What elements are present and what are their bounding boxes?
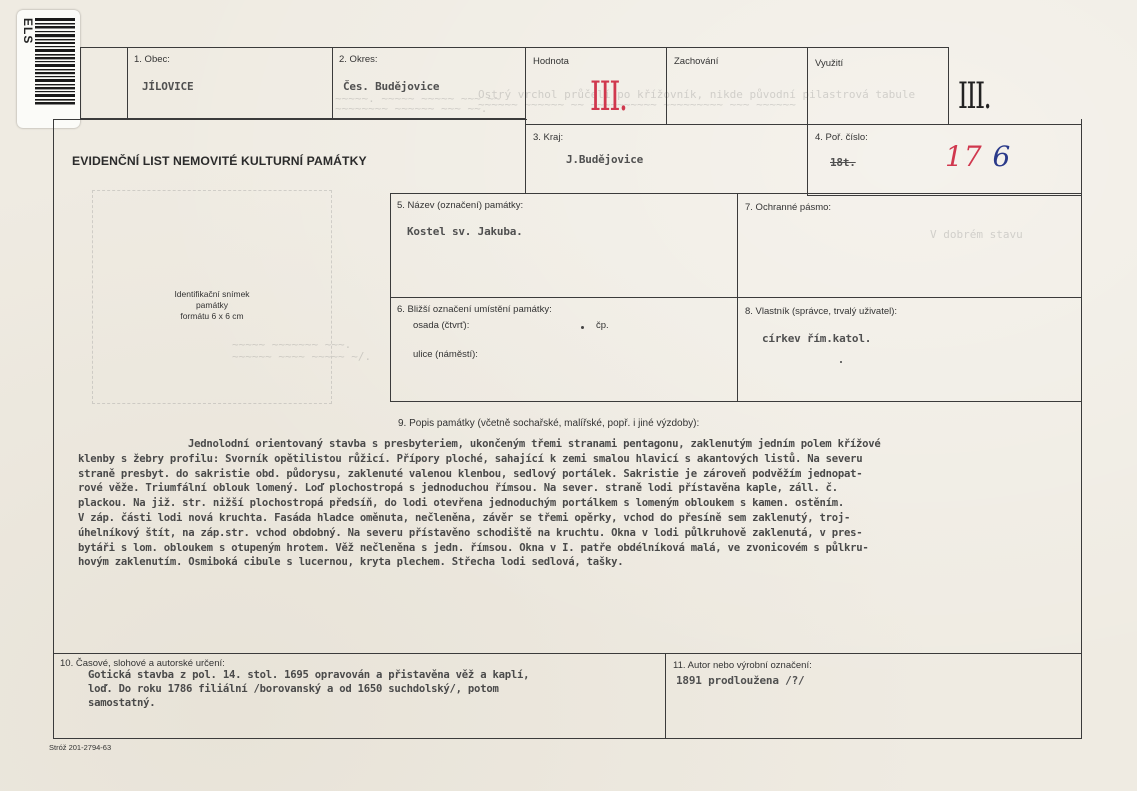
popis-line: V záp. části lodi nová kruchta. Fasáda hladce oměnuta, nečleněna, závěr se třemi opěrky, vchod do přesíně sem zaklenutý, troj- [78,511,851,524]
obec-label: 1. Obec: [134,54,170,65]
zachovani-label: Zachování [674,56,719,67]
ink-dot [840,361,842,363]
obec-cell [127,47,333,119]
casove-text [88,668,529,710]
casove-label: 10. Časové, slohové a autorské určení: [60,658,225,669]
por-cislo-handwritten [945,140,1011,173]
form-title: EVIDENČNÍ LIST NEMOVITÉ KULTURNÍ PAMÁTKY [72,154,367,168]
popis-line: rové věže. Triumfální oblouk lomený. Loď plochostropá s jednoduchou římsou. Na sever. straně lodi přístavěna kaple, záll. č. [78,482,838,495]
okres-cell [332,47,526,119]
kraj-value: J.Budějovice [566,153,644,166]
popis-text [78,437,880,570]
hodnota-label: Hodnota [533,56,569,67]
divider [53,119,527,120]
popis-line: úhelníkový štít, na záp.str. vchod obdobný. Na severu přístavěno schodiště na kruchtu. Okna v lodi půlkruhově zaklenutá, v pres- [78,526,863,539]
barcode-label [17,10,80,128]
print-code: Stróž 201-2794-63 [49,743,112,752]
ulice-label: ulice (náměstí): [413,349,478,360]
okres-value: Čes. Budějovice [343,80,440,93]
popis-line: Jednolodní orientovaný stavba s presbyteriem, ukončeným třemi stranami pentagonu, zaklenutým jedním polem křížové [188,438,881,450]
photo-line: Identifikační snímek [174,289,250,299]
popis-label: 9. Popis památky (včetně sochařské, malířské, popř. i jiné výzdoby): [398,418,700,429]
bleed-through-text: ~~~~~~~~ ~~~~~~ ~~~ ~~. [335,102,488,115]
photo-line: formátu 6 x 6 cm [180,311,244,321]
casove-line: loď. Do roku 1786 filiální /borovanský a od 1650 suchdolský/, potom [88,683,499,695]
osada-label: osada (čtvrť): [413,320,470,331]
nazev-cell [390,193,738,298]
casove-line: Gotická stavba z pol. 14. stol. 1695 opravován a přistavěna věž a kaplí, [88,669,530,681]
barcode-icon [35,18,75,108]
nazev-value: Kostel sv. Jakuba. [407,225,523,238]
pasmo-label: 7. Ochranné pásmo: [745,202,832,213]
obec-value: JÍLOVICE [142,80,194,93]
bleed-through-text: Ostrý vrchol průčelí po křížovník, nikde původní pilastrová tabule [478,88,916,101]
photo-placeholder [92,190,332,404]
vyuziti-label: Využití [815,58,844,69]
popis-line: hovým zaklenutím. Osmiboká cibule s lucernou, kryta plechem. Střecha lodi sedlová, tašky. [78,556,624,569]
bleed-through-text: V dobrém stavu [930,228,1023,241]
vlastnik-label: 8. Vlastník (správce, trvalý uživatel): [745,306,898,317]
casove-line: samostatný. [88,697,156,709]
bleed-through-text: ~~~~~~ ~~~~ ~~~~~ ~/. [232,350,372,363]
okres-label: 2. Okres: [339,54,378,65]
photo-caption [93,289,331,322]
autor-label: 11. Autor nebo výrobní označení: [673,660,812,671]
barcode-text: ELS [21,18,35,45]
photo-line: památky [195,300,229,310]
kraj-label: 3. Kraj: [533,132,564,143]
cp-label: čp. [596,320,609,331]
por-cislo-hand-last-digit: 6 [992,140,1012,173]
corner-cell [80,47,128,119]
por-cislo-label: 4. Poř. číslo: [815,132,868,143]
zachovani-cell [666,47,808,125]
umisteni-cell [390,297,738,402]
kraj-cell [525,124,808,194]
hodnota-value: III. [590,74,627,120]
autor-cell [665,653,1082,739]
pasmo-cell [737,193,1082,298]
bleed-through-text: ~~~~~. ~~~~~ ~~~~~ ~~~ ~~ [335,92,501,105]
popis-line: klenby s žebry profilu: Svorník opětilistou růžicí. Přípory ploché, sahající k zemi smalou hlavicí s akantových listů. Na severu [78,452,863,465]
bleed-through-text: ~~~~~ ~~~~~~~ ~~~. [232,338,352,351]
umisteni-label: 6. Bližší označení umístění památky: [397,304,552,315]
por-cislo-struck: 18t. [830,156,856,169]
popis-line: straně presbyt. do sakristie obd. půdorysu, zaklenuté valenou klenbou, sedlový portálek. Sakristie je zároveň podvěžím jednopat- [78,467,863,480]
ink-dot [581,326,584,329]
bleed-through-text: ~~~~~~ ~~~~~~ ~~ ~~~~~~~~~~ ~~~~~~~~~ ~~~ ~~~~~~ [478,98,796,111]
popis-line: plackou. Na již. str. nižší plochostropá předsíň, do lodi otevřena jednoduchým portálkem s lomeným obloukem s kamen. ostěním. [78,497,844,510]
vlastnik-cell [737,297,1082,402]
autor-value: 1891 prodloužena /?/ [676,674,805,687]
nazev-label: 5. Název (označení) památky: [397,200,524,211]
popis-line: bytáři s lom. obloukem s otupeným hrotem. Věž nečleněna s jedn. římsou. Okna v I. patře obdélníková malá, ve zvonicovém s půlkru- [78,541,869,554]
vyuziti-cell [807,47,949,125]
vlastnik-value: církev řím.katol. [762,332,872,345]
vyuziti-value: III. [958,76,991,117]
casove-cell [53,653,666,739]
por-cislo-hand-value: 17 [945,140,983,173]
